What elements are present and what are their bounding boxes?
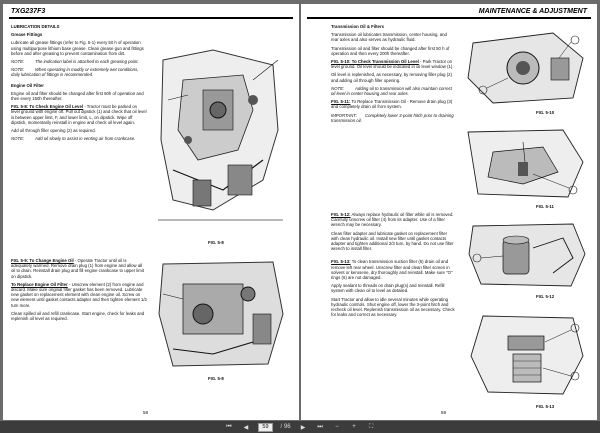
zoom-in-icon[interactable]: + — [352, 424, 356, 430]
important-note — [331, 113, 455, 123]
fig-5-8-text: - Tractor must be parked on level ground with engine off. Pull out dipstick (1) and check that oil level is between upper limit, F, and lower limit, L, on dipstick. Wipe off dipstick, momentarily reinstall in engine and check oil level again. — [11, 104, 147, 125]
note-3 — [11, 136, 147, 141]
oil-replenish-paragraph: Oil level is replenished, as necessary, by removing filler plug (2) and adding oil through filler opening. — [331, 72, 453, 83]
engine-drawing — [153, 40, 291, 232]
fig-5-9-paragraph — [11, 258, 147, 279]
suction-filter-drawing — [463, 306, 589, 402]
engine-oil-paragraph: Engine oil and filter should be changed after first 50h of operation and then every 150h thereafter. — [11, 90, 144, 102]
fig-5-10-text: - Park Tractor on level ground. Oil level should be indicated in oil level window (1). — [331, 59, 454, 70]
figure-drain-plug — [463, 122, 589, 202]
right-page-header: MAINTENANCE & ADJUSTMENT — [478, 8, 587, 15]
fig-5-8-paragraph — [11, 104, 147, 125]
fig-5-12-text: Always replace hydraulic oil filter while oil is removed. Carefully unscrew oil filter (4) from its adapter. Use of a filter wrench may be necessary. — [331, 212, 454, 228]
replace-filter-lead: To Replace Engine Oil Filter — [11, 281, 68, 287]
left-text-column — [11, 24, 147, 144]
left-page-number: 58 — [143, 410, 149, 415]
fig-5-9-lead: FIG. 5-9: To Change Engine Oil — [11, 258, 74, 263]
header-rule — [9, 17, 293, 19]
section-title: LUBRICATION DETAILS — [11, 24, 60, 29]
fig-5-10-caption: FIG. 5-10 — [536, 110, 555, 115]
viewer-toolbar — [0, 421, 600, 433]
fig-5-13-lead: FIG. 5-13: — [331, 259, 351, 265]
hydraulic-filter-drawing — [463, 218, 589, 290]
fig-5-13-paragraph — [331, 259, 455, 280]
clean-spilled-paragraph: Clean spilled oil and refill crankcase. Start engine, check for leaks and replenish oil level as required. — [11, 310, 145, 322]
engine-oil-heading: Engine Oil Filter — [11, 82, 44, 88]
replace-filter-text: - Unscrew element (2) from engine and discard. Make sure original filter gasket has been removed. Lubricate new gasket on replacement element with clean engine oil. Screw on new element until gasket contacts adapter and then tighten element 1/2 turn more. — [11, 281, 147, 308]
start-tractor-paragraph: Start Tractor and allow to idle several minutes while operating hydraulic controls. Shut engine off, lower the 3-point hitch and recheck oil level. Replenish transmission oil as necessary. Check for leaks and correct as necessary. — [331, 296, 455, 318]
fig-5-8-caption-bottom: FIG. 5-8 — [208, 376, 224, 381]
last-page-icon[interactable]: ⏭ — [317, 423, 323, 430]
next-page-icon[interactable]: ▶ — [300, 424, 306, 431]
prev-page-icon[interactable]: ◀ — [243, 424, 249, 431]
page-spread — [3, 4, 597, 420]
oil-drain-drawing — [153, 254, 291, 374]
replace-filter-paragraph — [11, 282, 147, 308]
note-text: The indication label is attached to each greasing point. — [35, 59, 139, 65]
note-label: NOTE: — [331, 85, 345, 91]
transmission-heading: Transmission Oil & Filters — [331, 24, 385, 29]
figure-oil-drain — [153, 254, 291, 374]
left-text-column-lower — [11, 258, 147, 324]
left-page — [3, 4, 299, 420]
fig-5-8-lead: FIG. 5-8: To Check Engine Oil Level — [11, 104, 84, 110]
fig-5-12-caption: FIG. 5-12 — [536, 294, 555, 299]
figure-transmission-oil-window — [463, 28, 589, 108]
fig-5-13-caption: FIG. 5-13 — [536, 404, 555, 409]
header-rule — [307, 17, 591, 19]
clean-filter-paragraph: Clean filter adapter and lubricate gasket on replacement filter with clean hydraulic oil. Install new filter until gasket contacts adapter and tighten additional 2/3 turn, by hand. Do not use filter wrench to install filter. — [331, 230, 454, 252]
note-text: Adding oil to transmission will also maintain correct oil level in center housing and rear axles. — [331, 85, 452, 97]
fig-5-11-lead: FIG. 5-11: — [331, 99, 351, 105]
page-number-input[interactable]: 59 — [258, 423, 272, 432]
figure-suction-filter — [463, 306, 589, 402]
grease-heading: Grease Fittings — [11, 32, 43, 38]
oil-window-drawing — [463, 28, 589, 108]
fig-5-11-text: To Replace Transmission Oil - Remove drain plug (3) and completely drain oil from system. — [331, 99, 453, 110]
note-2 — [11, 67, 147, 77]
important-label: IMPORTANT: — [331, 112, 357, 118]
note-text: Add oil slowly to assist in venting air from crankcase. — [35, 136, 136, 142]
note-label: NOTE: — [11, 136, 25, 142]
fig-5-13-text: To clean transmission suction filter (5) drain oil and remove left rear wheel. Unscrew filter and clean filter screen in solvent or kerosene, dry thoroughly and reinstall. Make sure "O" rings (6) are not damaged. — [331, 259, 453, 281]
note-1 — [11, 59, 147, 64]
figure-engine-dipstick — [153, 40, 291, 232]
fit-icon[interactable]: ⛶ — [368, 423, 374, 430]
left-page-header: TXG237F3 — [11, 8, 46, 15]
total-pages-label: / 96 — [280, 424, 291, 430]
transmission-paragraph-2: Transmission oil and filter should be changed after first 50 h of operation and then every 200h thereafter. — [331, 45, 450, 56]
sealant-paragraph: Apply sealant to threads on drain plug(s) and reinstall. Refill system with clean oil to level as detailed. — [331, 283, 445, 294]
note-label: NOTE: — [11, 67, 25, 73]
note-text: When operating in muddy or extremely wet conditions, daily lubrication of fittings is recommended. — [11, 67, 139, 78]
right-page-number: 59 — [441, 410, 447, 415]
add-oil-paragraph: Add oil through filler opening (2) as required. — [11, 128, 96, 134]
fig-5-8-caption-top: FIG. 5-8 — [208, 240, 224, 245]
fig-5-12-paragraph — [331, 212, 455, 228]
fig-5-10-lead: FIG. 5-10: To Check Transmission Oil Level — [331, 59, 419, 65]
right-text-column-lower — [331, 212, 455, 320]
right-text-column-upper — [331, 24, 455, 126]
fig-5-11-paragraph — [331, 99, 455, 109]
important-text: Completely lower 3-point hitch prior to draining transmission oil. — [331, 112, 454, 123]
figure-hydraulic-filter — [463, 218, 589, 290]
fig-5-10-paragraph — [331, 59, 455, 69]
fig-5-9-text: - Operate Tractor until oil is adequately warmed. Remove drain plug (1) from engine and allow all oil to drain. Reinstall drain plug and fill engine crankcase to upper limit on dipstick. — [11, 258, 145, 279]
transmission-paragraph-1: Transmission oil lubricates transmission, center housing, and rear axles and also serves as hydraulic fluid. — [331, 32, 447, 43]
note-label: NOTE: — [11, 59, 25, 65]
grease-paragraph: Lubricate all grease fittings (refer to Fig. 5-1) every 50 h of operation using multipurpose lithium base grease. Clean grease gun and fittings before and after greasing to prevent contamination from dirt. — [11, 40, 144, 56]
note-4 — [331, 86, 455, 96]
fig-5-12-lead: FIG. 5-12: — [331, 212, 351, 217]
drain-plug-drawing — [463, 122, 589, 202]
fig-5-11-caption: FIG. 5-11 — [536, 204, 554, 209]
first-page-icon[interactable]: ⏮ — [226, 423, 232, 430]
zoom-out-icon[interactable]: − — [335, 424, 339, 430]
right-page — [301, 4, 597, 420]
